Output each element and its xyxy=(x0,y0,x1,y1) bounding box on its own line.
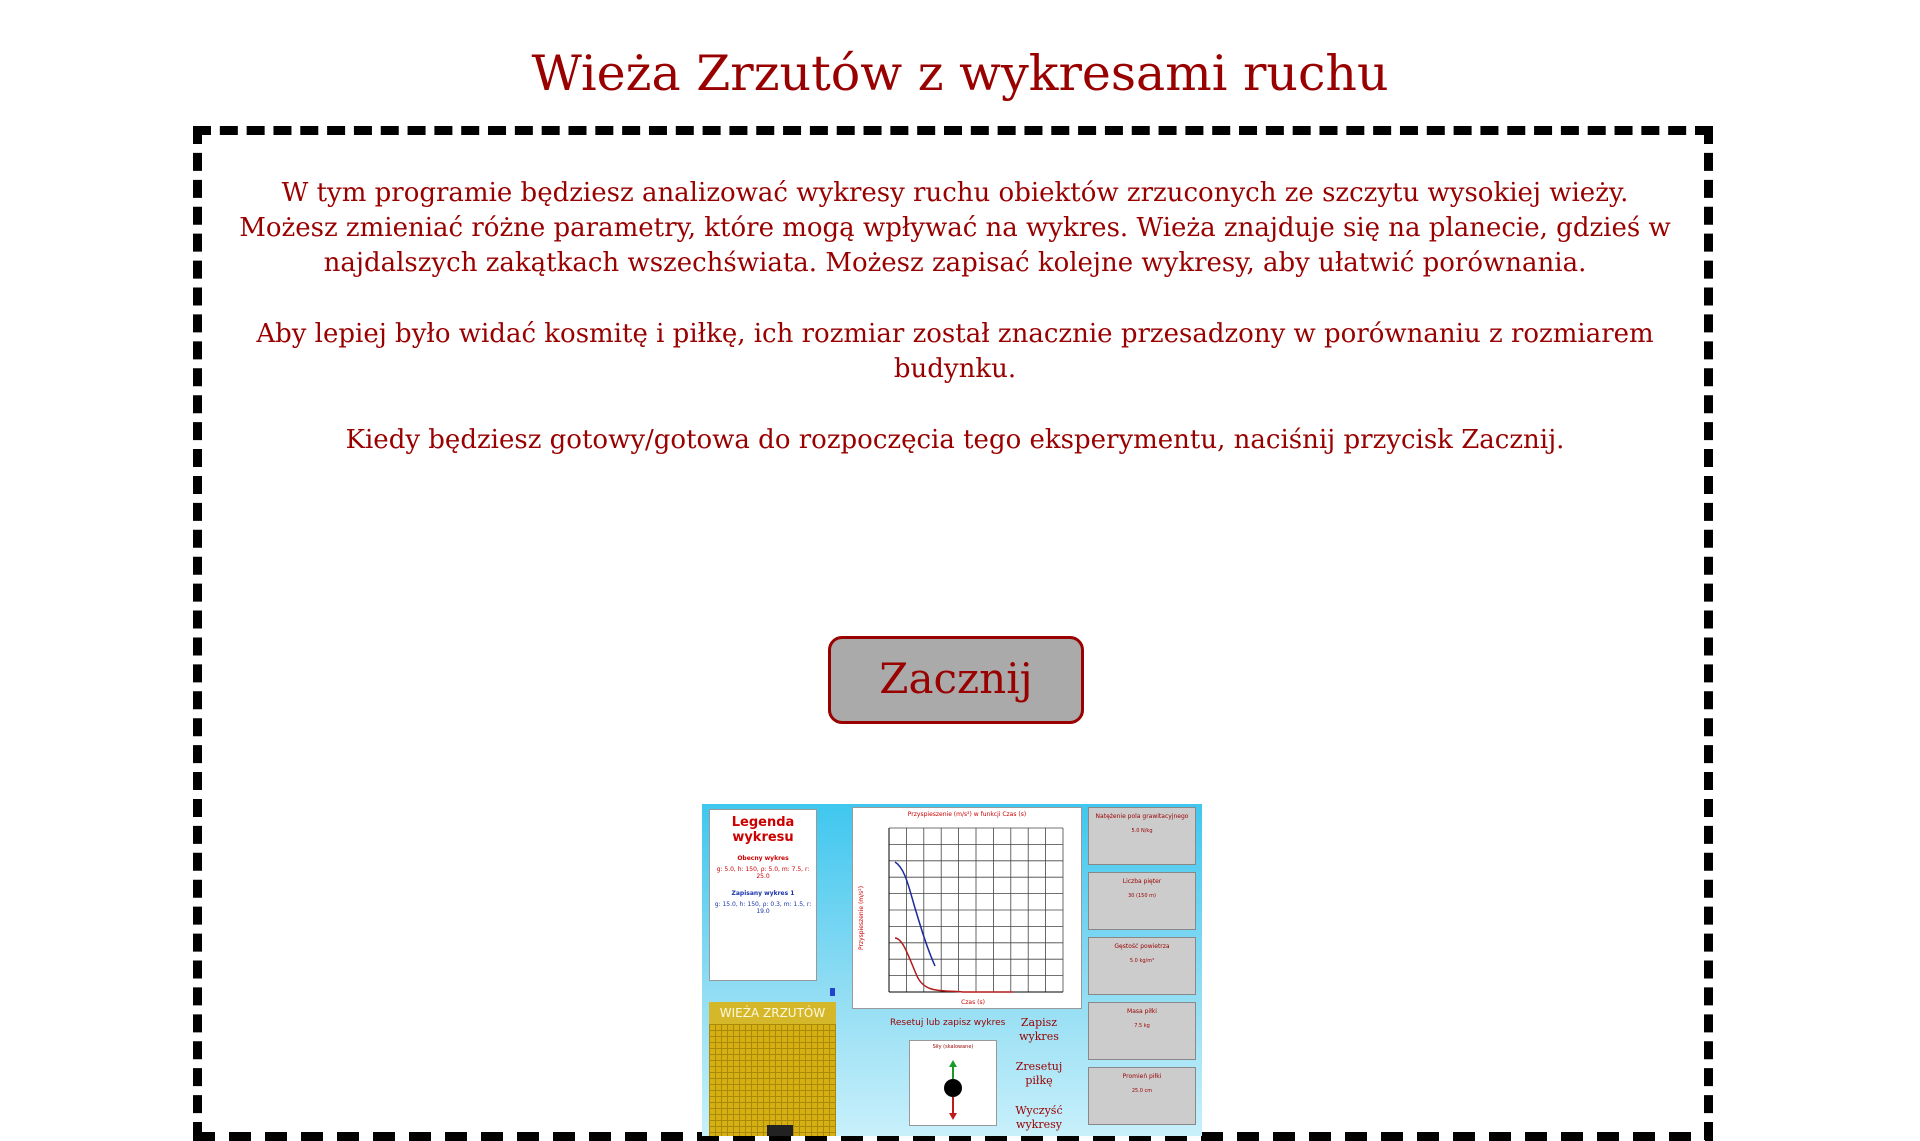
forces-diagram xyxy=(910,1050,996,1124)
forces-panel xyxy=(909,1040,997,1126)
param-floors-value: 30 (150 m) xyxy=(1128,893,1156,899)
tower-image xyxy=(709,1024,836,1136)
intro-paragraph-1: W tym programie będziesz analizować wykresy ruchu obiektów zrzuconych ze szczytu wysokiej wieży. Możesz zmieniać różne parametry, które mogą wpływać na wykres. Wieża znajduje się na planecie, gdzieś w najdalszych zakątkach wszechświata. Możesz zapisać kolejne wykresy, aby ułatwić porównania. xyxy=(239,178,1671,278)
param-floors xyxy=(1088,872,1196,930)
motion-graph-panel xyxy=(852,807,1082,1009)
param-floors-label: Liczba pięter xyxy=(1122,878,1162,885)
graph-legend-panel xyxy=(709,809,817,981)
param-air-density-value: 5.0 kg/m³ xyxy=(1129,958,1155,964)
clear-graphs-button: Wyczyść wykresy xyxy=(1015,1104,1063,1131)
param-gravity xyxy=(1088,807,1196,865)
tower-door xyxy=(767,1125,793,1136)
intro-paragraph-2: Aby lepiej było widać kosmitę i piłkę, ich rozmiar został znacznie przesadzony w porównaniu z rozmiarem budynku. xyxy=(256,319,1654,384)
save-graph-button: Zapisz wykres xyxy=(1019,1016,1059,1043)
param-ball-mass xyxy=(1088,1002,1196,1060)
param-ball-radius xyxy=(1088,1067,1196,1125)
legend-saved-label: Zapisany wykres 1 xyxy=(731,890,795,897)
param-gravity-value: 5.0 N/kg xyxy=(1131,828,1153,834)
intro-paragraph-3: Kiedy będziesz gotowy/gotowa do rozpoczęcia tego eksperymentu, naciśnij przycisk Zacznij. xyxy=(345,425,1565,455)
graph-y-label: Przyspieszenie (m/s²) xyxy=(858,885,865,951)
tower-flag-icon xyxy=(830,988,835,996)
param-ball-radius-label: Promień piłki xyxy=(1122,1073,1162,1080)
program-preview-image xyxy=(702,804,1202,1136)
param-gravity-label: Natężenie pola grawitacyjnego xyxy=(1095,813,1189,820)
reset-ball-button: Zresetuj piłkę xyxy=(1015,1060,1063,1087)
start-button[interactable]: Zacznij xyxy=(828,636,1084,724)
legend-saved-params: g: 15.0, h: 150, ρ: 0.3, m: 1.5, r: 19.0 xyxy=(714,901,812,915)
tower-label: WIEŻA ZRZUTÓW xyxy=(709,1002,836,1024)
legend-current-params: g: 5.0, h: 150, ρ: 5.0, m: 7.5, r: 25.0 xyxy=(716,866,810,880)
param-ball-mass-label: Masa piłki xyxy=(1127,1008,1157,1015)
param-ball-radius-value: 25.0 cm xyxy=(1131,1088,1153,1094)
current-series-line xyxy=(895,938,1013,992)
legend-title: Legenda wykresu xyxy=(731,815,795,845)
param-air-density xyxy=(1088,937,1196,995)
reset-save-label: Resetuj lub zapisz wykres xyxy=(890,1018,1006,1028)
param-ball-mass-value: 7.5 kg xyxy=(1134,1023,1150,1029)
graph-title: Przyspieszenie (m/s²) w funkcji Czas (s) xyxy=(907,811,1027,818)
graph-x-label: Czas (s) xyxy=(961,999,985,1006)
forces-title: Siły (skalowane) xyxy=(932,1044,974,1050)
legend-current-label: Obecny wykres xyxy=(737,855,789,862)
param-air-density-label: Gęstość powietrza xyxy=(1114,943,1170,950)
motion-graph xyxy=(853,808,1081,1008)
parameter-panels xyxy=(1088,807,1198,1132)
page-title: Wieża Zrzutów z wykresami ruchu xyxy=(531,45,1389,102)
